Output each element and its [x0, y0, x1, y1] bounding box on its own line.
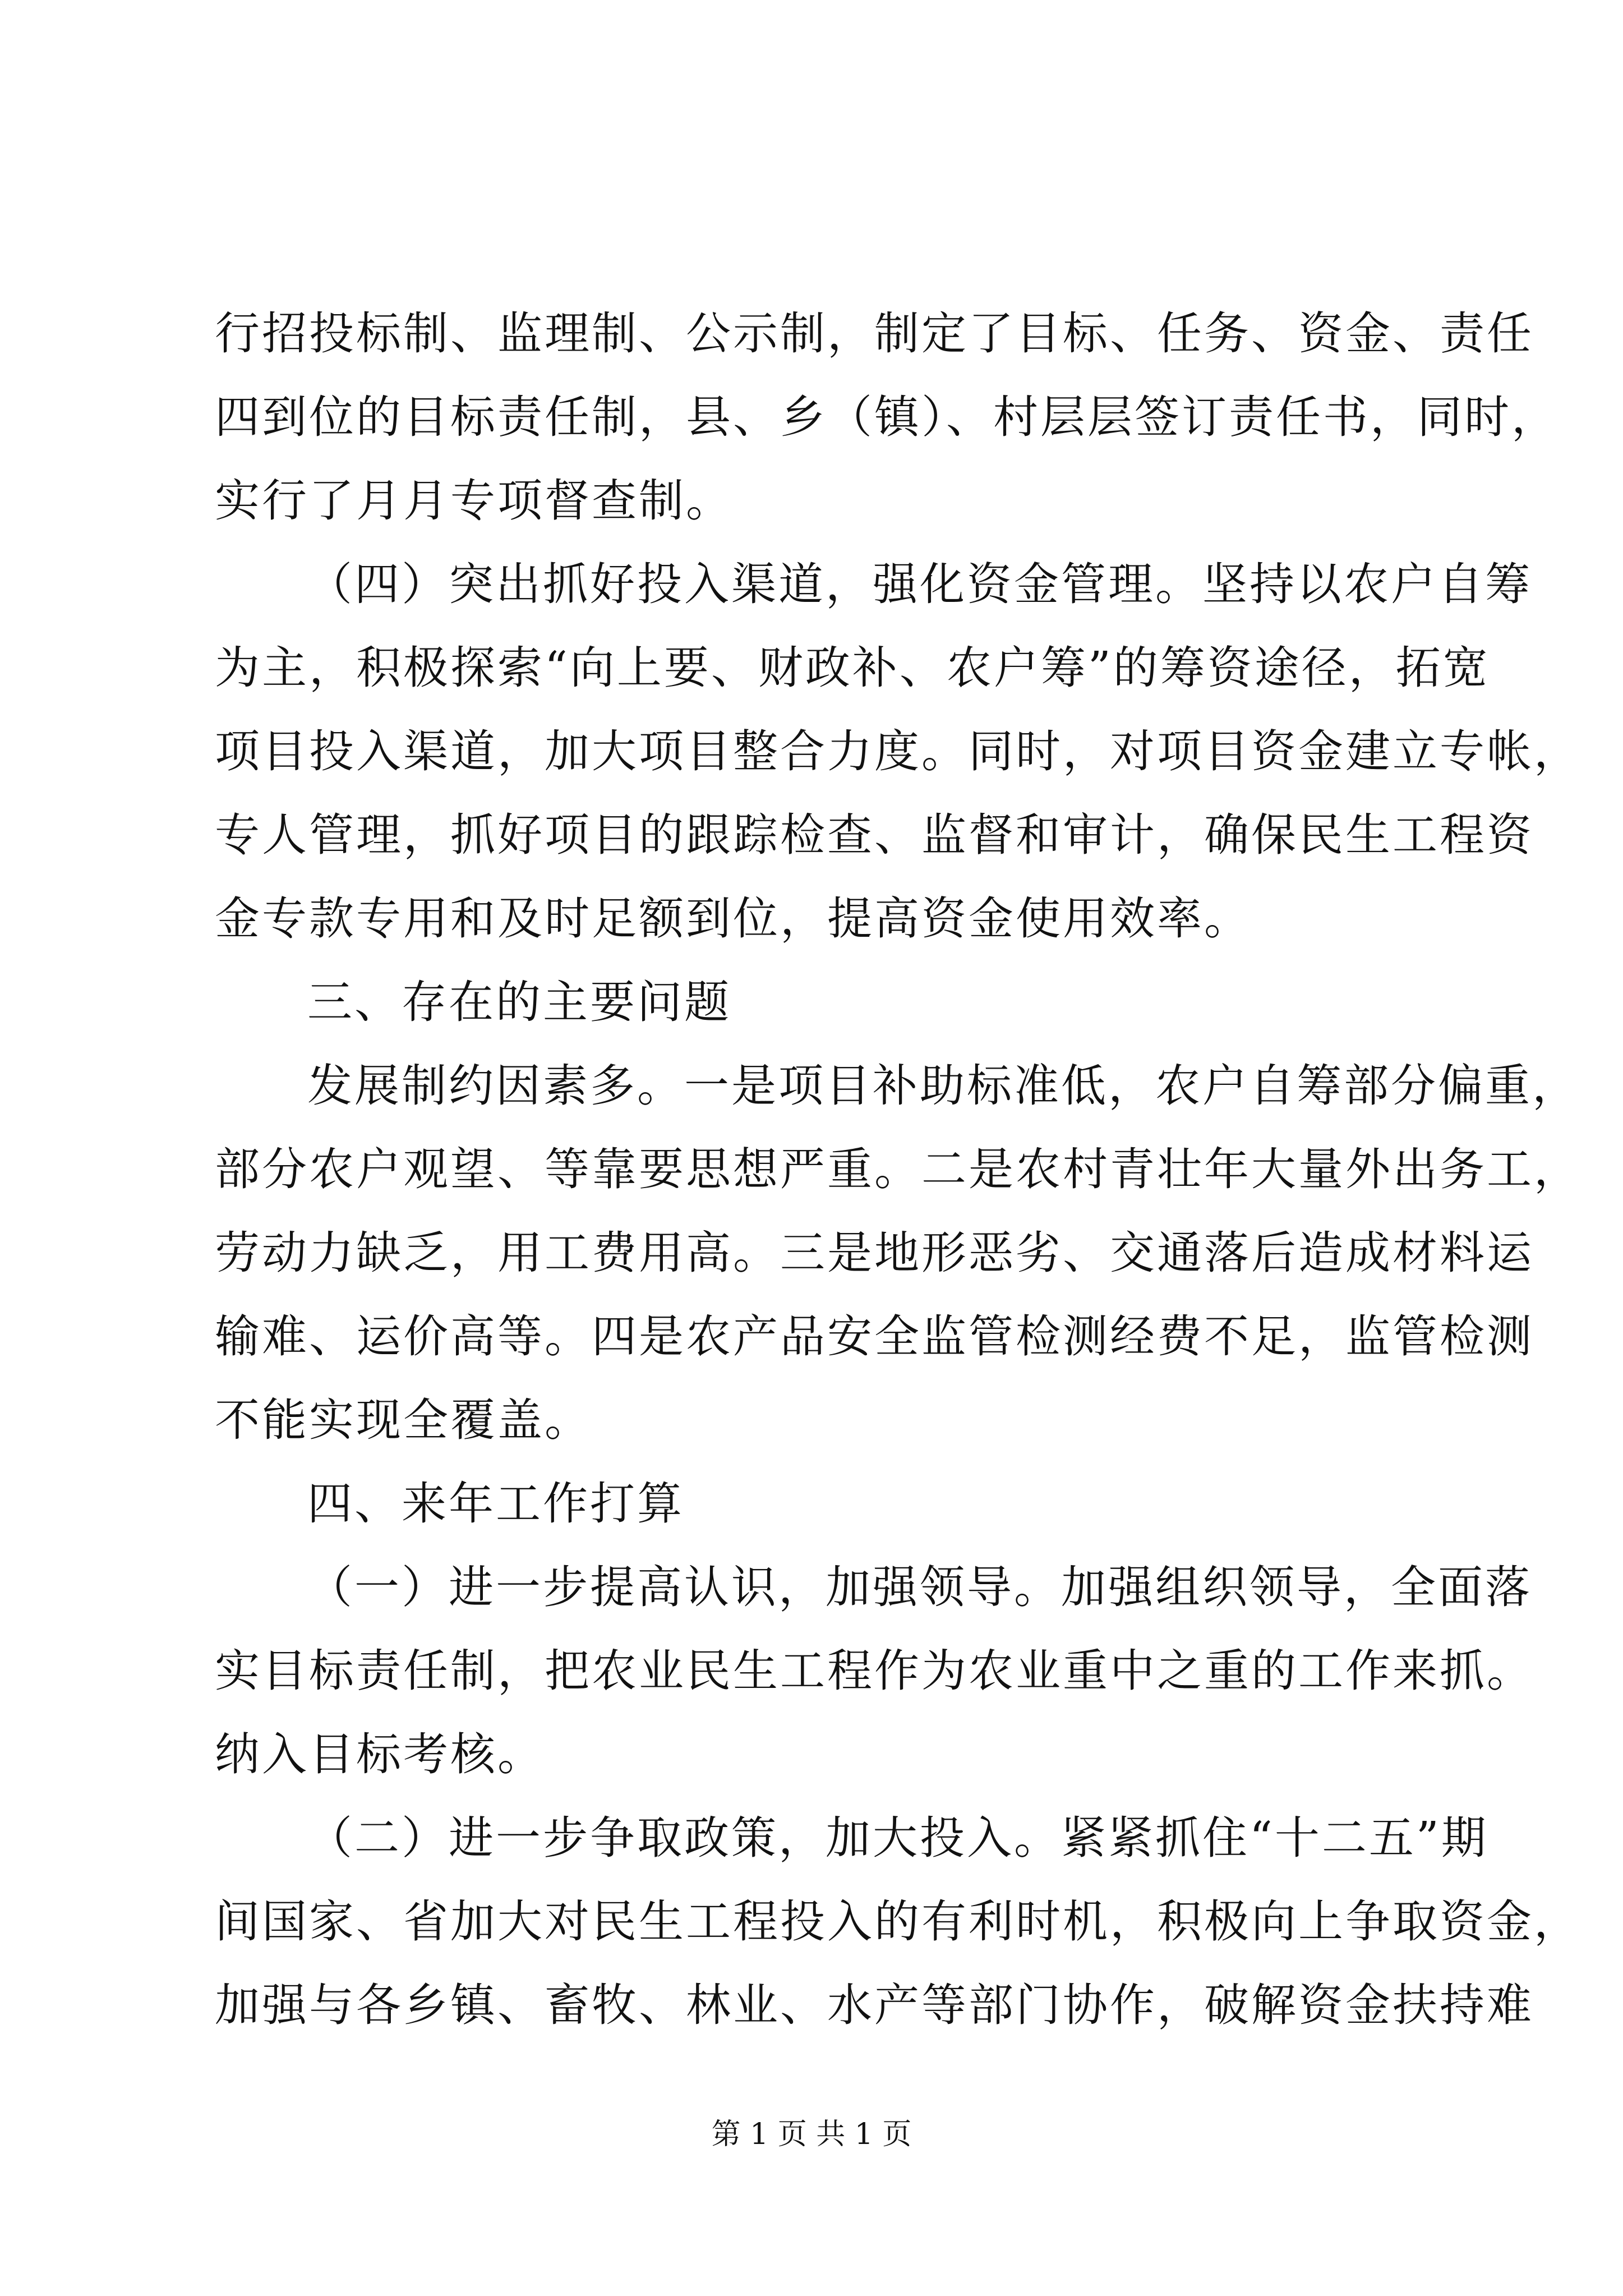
text-line: 专人管理，抓好项目的跟踪检查、监督和审计，确保民生工程资 — [215, 809, 1534, 861]
text-line: （四）突出抓好投入渠道，强化资金管理。坚持以农户自筹 — [307, 558, 1532, 610]
text-line: 纳入目标考核。 — [215, 1728, 545, 1780]
text-line: 发展制约因素多。一是项目补助标准低，农户自筹部分偏重， — [307, 1060, 1579, 1112]
section-heading: 三、存在的主要问题 — [307, 976, 731, 1028]
text-line: 行招投标制、监理制、公示制，制定了目标、任务、资金、责任 — [215, 307, 1534, 360]
text-line: 项目投入渠道，加大项目整合力度。同时，对项目资金建立专帐， — [215, 725, 1581, 777]
text-line: 不能实现全覆盖。 — [215, 1394, 592, 1446]
text-line: 加强与各乡镇、畜牧、林业、水产等部门协作，破解资金扶持难 — [215, 1979, 1534, 2031]
section-heading: 四、来年工作打算 — [307, 1478, 684, 1530]
text-line: 为主，积极探索“向上要、财政补、农户筹”的筹资途径，拓宽 — [215, 642, 1490, 694]
text-line: 输难、运价高等。四是农产品安全监管检测经费不足，监管检测 — [215, 1310, 1534, 1363]
text-line: 金专款专用和及时足额到位，提高资金使用效率。 — [215, 892, 1251, 945]
text-line: 实行了月月专项督查制。 — [215, 475, 733, 527]
document-body — [215, 292, 1581, 2047]
text-line: （二）进一步争取政策，加大投入。紧紧抓住“十二五”期 — [307, 1812, 1488, 1864]
text-line: 部分农户观望、等靠要思想严重。二是农村青壮年大量外出务工， — [215, 1143, 1581, 1195]
text-line: 四到位的目标责任制，县、乡（镇）、村层层签订责任书，同时， — [215, 391, 1559, 443]
page-number-footer: 第 1 页 共 1 页 — [711, 2118, 912, 2151]
text-line: 实目标责任制，把农业民生工程作为农业重中之重的工作来抓。 — [215, 1645, 1534, 1697]
text-line: 间国家、省加大对民生工程投入的有利时机，积极向上争取资金， — [215, 1895, 1581, 1948]
text-line: （一）进一步提高认识，加强领导。加强组织领导，全面落 — [307, 1561, 1532, 1613]
text-line: 劳动力缺乏，用工费用高。三是地形恶劣、交通落后造成材料运 — [215, 1227, 1534, 1279]
